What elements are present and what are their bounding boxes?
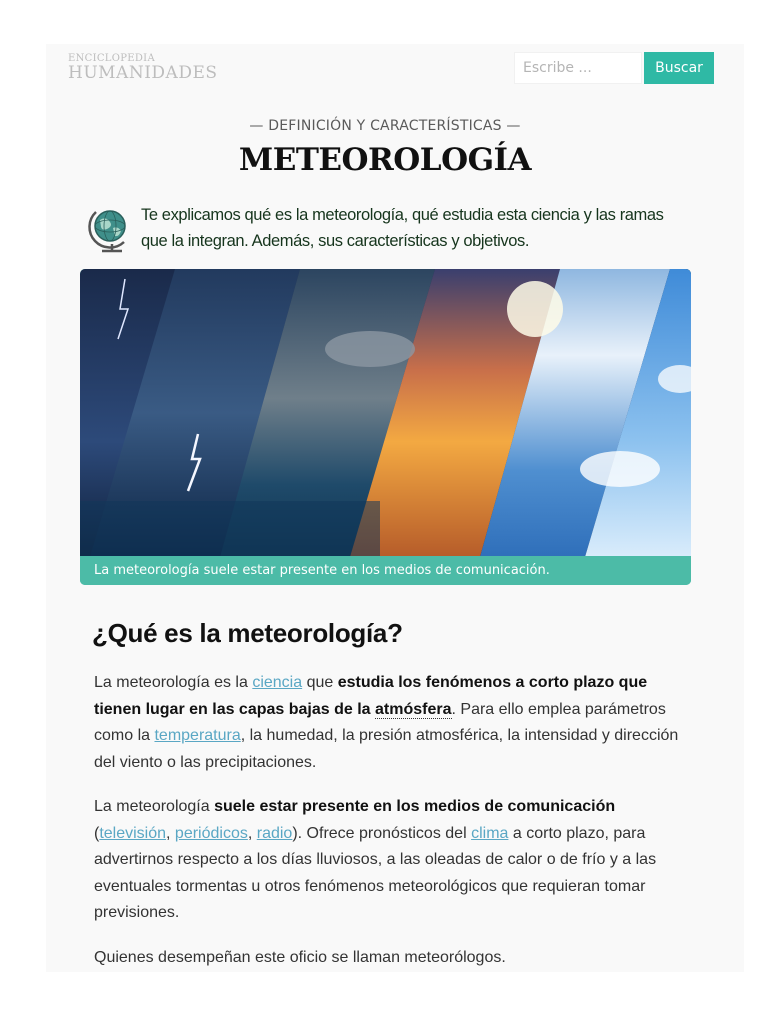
search-input[interactable] [514, 52, 642, 84]
paragraph-2 [94, 794, 679, 927]
link-ciencia[interactable]: ciencia [252, 674, 303, 691]
link-clima[interactable]: clima [471, 824, 509, 842]
site-logo[interactable] [68, 54, 218, 82]
hero-caption: La meteorología suele estar presente en los medios de comunicación. [80, 556, 691, 585]
p1-text-1: La meteorología es la [94, 674, 253, 691]
atmosfera-term[interactable]: atmósfera [375, 700, 452, 718]
p2-text-4: a corto plazo, para advertirnos respecto a los días lluviosos, a las oleadas de calor o de frío y a las eventuales tormentas u otros fenómenos meteorológicos que requieran tomar previsiones. [94, 824, 657, 921]
p2-text-3: ). Ofrece pronósticos del [292, 824, 472, 842]
link-periodicos[interactable]: periódicos [174, 824, 248, 842]
logo-line-2: HUMANIDADES [68, 63, 218, 83]
p2-sep-2: , [247, 824, 257, 842]
link-temperatura[interactable]: temperatura [154, 727, 241, 744]
globe-icon [86, 204, 134, 254]
p1-text-2: que [302, 674, 338, 691]
page-container [46, 44, 744, 972]
article-kicker: — DEFINICIÓN Y CARACTERÍSTICAS — [249, 118, 521, 134]
weather-collage-image [80, 269, 691, 557]
p2-text-2: ( [94, 824, 100, 842]
search-button[interactable]: Buscar [644, 52, 714, 84]
p1-bold-1: estudia los fenómenos a corto plazo que tienen lugar en las capas bajas de la [94, 674, 648, 718]
p2-sep-1: , [166, 824, 175, 842]
page-title: METEOROLOGÍA [238, 142, 532, 178]
section-heading: ¿Qué es la meteorología? [92, 618, 403, 648]
p1-text-4: , la humedad, la presión atmosférica, la intensidad y dirección del viento o las precipitaciones. [94, 727, 679, 771]
paragraph-1 [94, 670, 679, 776]
logo-line-1: ENCICLOPEDIA [68, 53, 155, 64]
link-radio[interactable]: radio [256, 824, 293, 842]
article-intro: Te explicamos qué es la meteorología, qué estudia esta ciencia y las ramas que la integran. Además, sus características y objetivos. [141, 206, 664, 250]
paragraph-3: Quienes desempeñan este oficio se llaman meteorólogos. [94, 949, 506, 966]
p2-text-1: La meteorología [94, 798, 215, 815]
p1-text-3: . Para ello emplea parámetros como la [94, 700, 666, 744]
hero-image [80, 269, 691, 585]
p2-bold-1: suele estar presente en los medios de comunicación [214, 798, 616, 815]
link-television[interactable]: televisión [99, 824, 167, 842]
